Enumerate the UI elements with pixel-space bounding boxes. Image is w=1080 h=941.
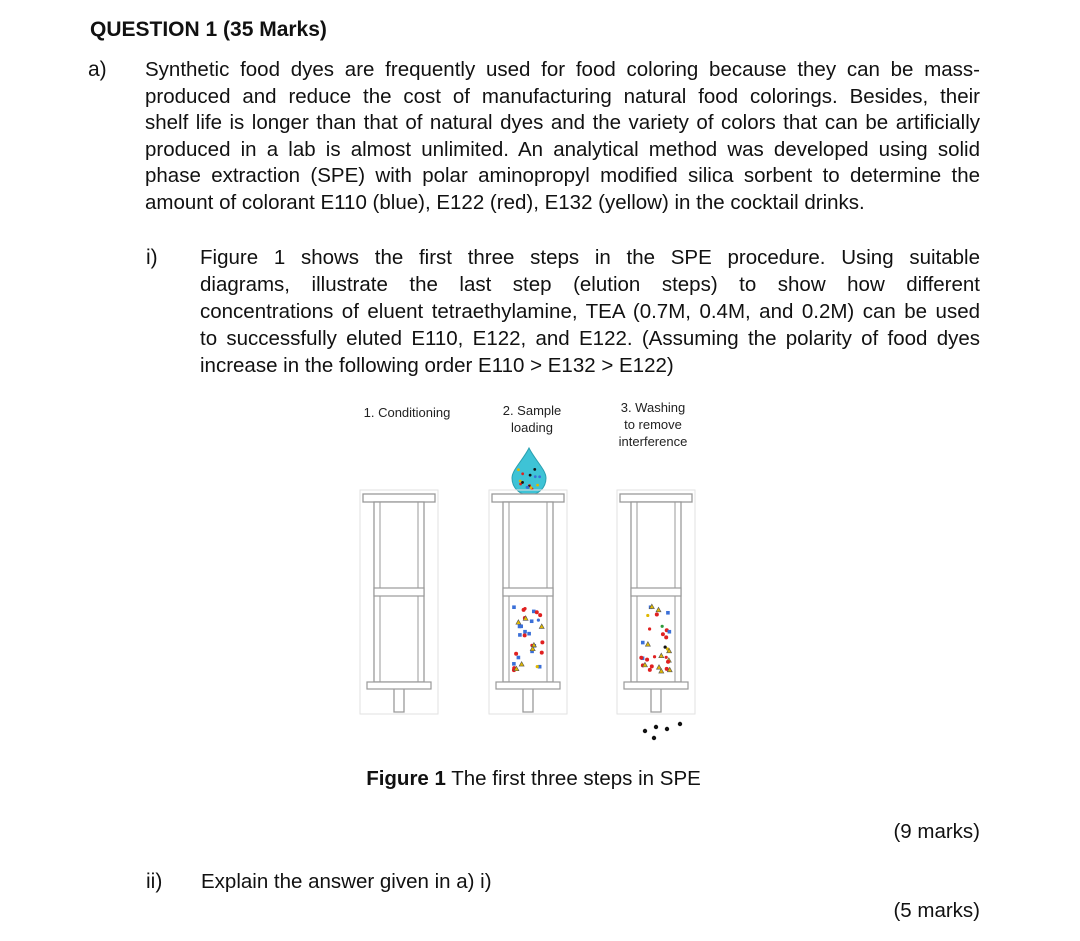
drop-particle xyxy=(517,468,520,471)
drop-particle xyxy=(536,484,539,487)
upper-frit xyxy=(631,588,681,596)
question-title: QUESTION 1 (35 Marks) xyxy=(90,18,327,41)
dye-particle xyxy=(655,613,658,616)
step-label-line: 1. Conditioning xyxy=(363,405,451,420)
dye-particle xyxy=(653,655,656,658)
interference-dot xyxy=(652,736,656,740)
dye-particle xyxy=(537,619,540,622)
part-a-line: shelf life is longer than that of natural dyes and the variety of colors that can be artificially xyxy=(145,111,980,134)
step-label-line: interference xyxy=(618,434,688,449)
part-a-line: phase extraction (SPE) with polar aminopropyl modified silica sorbent to determine the xyxy=(145,164,980,187)
dye-particle xyxy=(540,651,544,655)
dye-particle xyxy=(664,646,667,649)
lower-frit xyxy=(496,682,560,689)
part-ii-label: ii) xyxy=(146,870,163,893)
part-i-line: concentrations of eluent tetraethylamine, TEA (0.7M, 0.4M, and 0.2M) can be used xyxy=(200,300,980,323)
dye-particle xyxy=(538,613,542,617)
dye-particle xyxy=(540,640,544,644)
part-i-marks: (9 marks) xyxy=(893,820,980,843)
dye-particle xyxy=(666,611,670,615)
dye-particle xyxy=(517,656,521,660)
dye-particle xyxy=(518,625,522,629)
figure-caption-text: The first three steps in SPE xyxy=(445,767,701,790)
part-a-line: produced in a lab is almost unlimited. An analytical method was developed using solid xyxy=(145,137,980,161)
dye-particle xyxy=(661,625,664,628)
drop-particle xyxy=(519,480,522,483)
dye-particle xyxy=(664,635,668,639)
dye-particle xyxy=(646,614,649,617)
drop-particle xyxy=(533,468,536,471)
dye-particle xyxy=(523,630,527,634)
dye-particle xyxy=(536,665,539,668)
dye-particle xyxy=(522,608,526,612)
dye-particle xyxy=(535,610,539,614)
step-label-line: loading xyxy=(511,420,553,435)
step-label-line: 2. Sample xyxy=(502,403,562,418)
part-i-line: to successfully eluted E110, E122, and E122. (Assuming the polarity of food dyes xyxy=(200,327,980,350)
interference-dot xyxy=(678,722,682,726)
lower-frit xyxy=(367,682,431,689)
upper-frit xyxy=(503,588,553,596)
upper-frit xyxy=(374,588,424,596)
part-a-label: a) xyxy=(88,58,107,81)
interference-dot xyxy=(643,729,647,733)
figure-caption-label: Figure 1 xyxy=(366,767,446,790)
dye-particle xyxy=(645,658,649,662)
part-ii-text: Explain the answer given in a) i) xyxy=(201,870,492,893)
part-a-line: Synthetic food dyes are frequently used for food coloring because they can be mass- xyxy=(145,58,980,81)
cartridge-flange xyxy=(620,494,692,502)
cartridge-washing xyxy=(617,490,695,714)
cartridge-tip xyxy=(523,689,533,712)
part-i-line: diagrams, illustrate the last step (elution steps) to show how different xyxy=(200,273,980,296)
dye-particle xyxy=(641,641,645,645)
part-a-line: produced and reduce the cost of manufacturing natural food colorings. Besides, their xyxy=(145,84,980,108)
cartridge-flange xyxy=(492,494,564,502)
dye-particle xyxy=(665,656,668,659)
eluted-interference-dots xyxy=(643,722,682,740)
dye-particle xyxy=(661,632,665,636)
step-label-line: 3. Washing xyxy=(620,400,686,415)
dye-particle xyxy=(530,619,534,623)
drop-particle xyxy=(521,472,524,475)
step-label-line: to remove xyxy=(624,417,682,432)
cartridge-sample-loading xyxy=(489,490,567,714)
drop-particle xyxy=(530,486,533,489)
dye-particle xyxy=(639,656,643,660)
drop-particle xyxy=(538,475,541,478)
dye-particle xyxy=(512,662,516,666)
figure-caption xyxy=(0,767,1067,791)
cartridge-tip xyxy=(394,689,404,712)
dye-particle xyxy=(650,664,654,668)
dye-particle xyxy=(512,605,516,609)
dye-particle xyxy=(666,660,670,664)
dye-particle xyxy=(518,633,522,637)
part-i-line: Figure 1 shows the first three steps in the SPE procedure. Using suitable xyxy=(200,246,980,269)
drop-particle xyxy=(527,486,530,489)
dye-particle xyxy=(527,632,531,636)
part-i-label: i) xyxy=(146,246,158,269)
drop-particle xyxy=(521,481,524,484)
cartridge-conditioning xyxy=(360,490,438,714)
part-a-line: amount of colorant E110 (blue), E122 (red), E132 (yellow) in the cocktail drinks. xyxy=(145,190,865,214)
dye-particle xyxy=(523,633,527,637)
part-i-line: increase in the following order E110 > E132 > E122) xyxy=(200,354,674,377)
lower-frit xyxy=(624,682,688,689)
drop-particle xyxy=(529,474,532,477)
part-ii-marks: (5 marks) xyxy=(893,899,980,922)
dye-particle xyxy=(648,668,652,672)
interference-dot xyxy=(665,727,669,731)
cartridge-flange xyxy=(363,494,435,502)
dye-particle xyxy=(668,630,672,634)
cartridge-tip xyxy=(651,689,661,712)
dye-particle xyxy=(514,652,518,656)
dye-particle xyxy=(648,627,651,630)
drop-particle xyxy=(534,475,537,478)
interference-dot xyxy=(654,725,658,729)
